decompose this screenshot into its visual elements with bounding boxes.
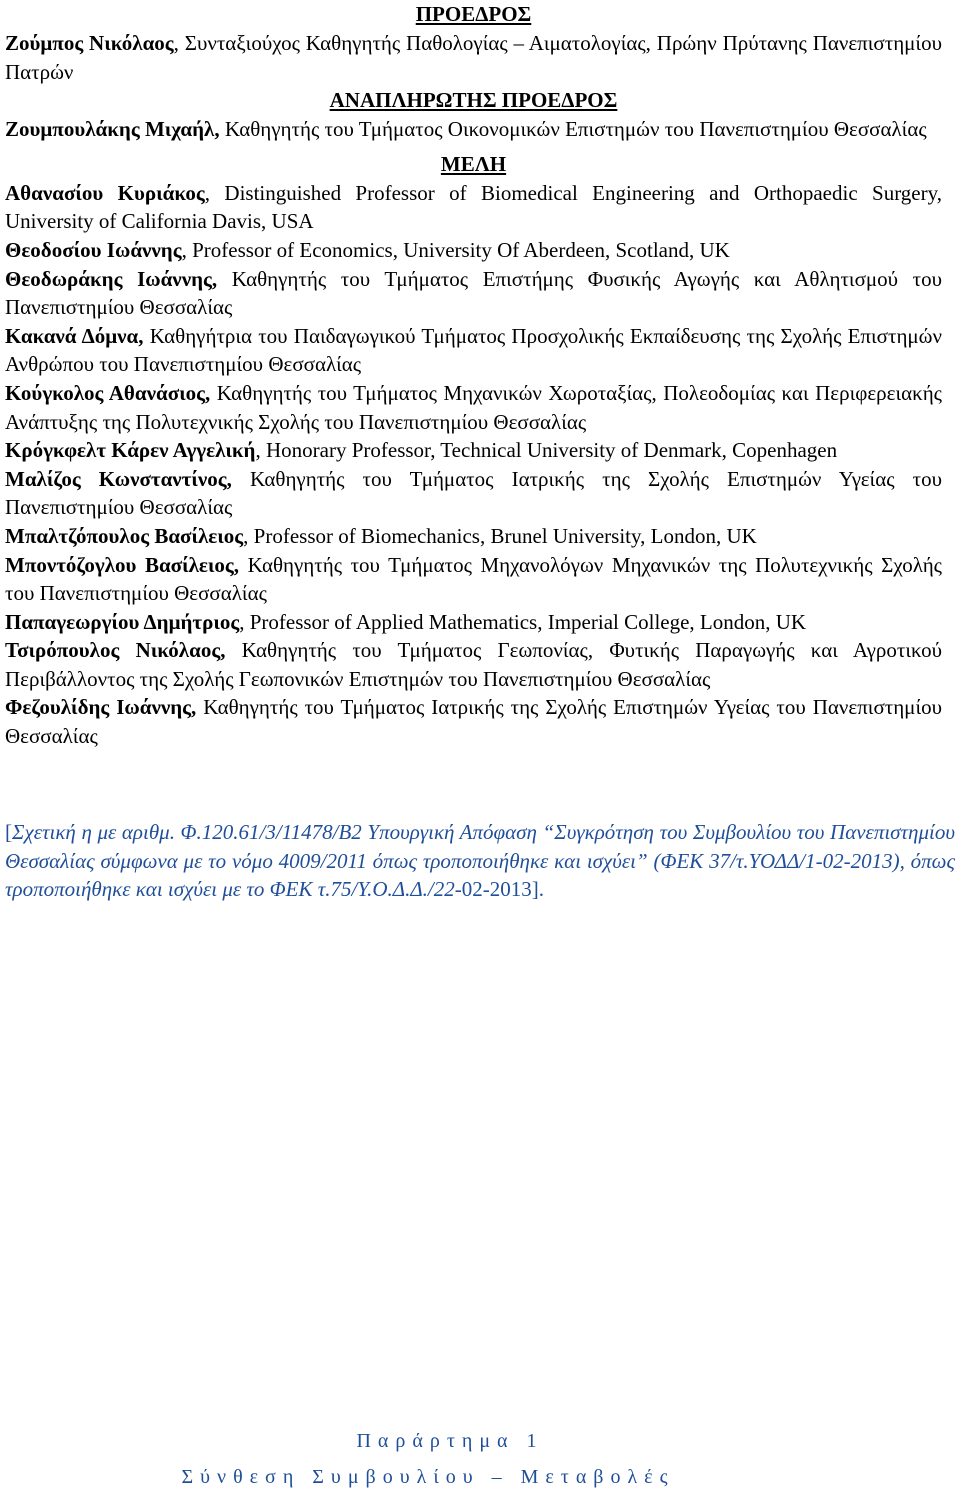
reference-tail-text: 02-2013].: [461, 877, 545, 901]
member-entry: [5, 551, 942, 608]
member-description: Καθηγητής του Τμήματος Ιατρικής της Σχολής Επιστημών Υγείας του Πανεπιστημίου Θεσσαλίας: [5, 695, 942, 749]
member-entry: [5, 608, 942, 637]
member-entry: [5, 636, 942, 693]
member-name: Θεοδωράκης Ιωάννης,: [5, 266, 218, 291]
footer-appendix-label: Παράρτημα 1: [356, 1430, 544, 1452]
president-name: Ζούμπος Νικόλαος: [5, 31, 174, 55]
member-entry: [5, 379, 942, 436]
president-description: , Συνταξιούχος Καθηγητής Παθολογίας – Αιματολογίας, Πρώην Πρύτανης Πανεπιστημίου Πατρών: [5, 31, 942, 84]
member-description: Καθηγητής του Τμήματος Επιστήμης Φυσικής Αγωγής και Αθλητισμού του Πανεπιστημίου Θεσσαλίας: [5, 266, 942, 320]
footer-section-title: Σύνθεση Συμβουλίου – Μεταβολές: [181, 1466, 675, 1488]
member-description: Καθηγητής του Τμήματος Γεωπονίας, Φυτικής Παραγωγής και Αγροτικού Περιβάλλοντος της Σχολής Γεωπονικών Επιστημών του Πανεπιστημίου Θεσσαλίας: [5, 638, 942, 691]
reference-note: [5, 818, 955, 904]
member-name: Κρόγκφελτ Κάρεν Αγγελική: [5, 438, 256, 463]
member-description: Καθηγητής του Τμήματος Μηχανικών Χωροταξίας, Πολεοδομίας και Περιφερειακής Ανάπτυξης της Πολυτεχνικής Σχολής του Πανεπιστημίου Θεσσαλίας: [5, 380, 942, 434]
reference-open-bracket: [: [5, 820, 12, 844]
members-list: [5, 179, 942, 751]
member-description: Καθηγήτρια του Παιδαγωγικού Τμήματος Προσχολικής Εκπαίδευσης της Σχολής Επιστημών Ανθρώπου του Πανεπιστημίου Θεσσαλίας: [5, 323, 943, 377]
members-heading: ΜΕΛΗ: [440, 151, 507, 176]
president-entry: [5, 29, 942, 86]
member-description: , Professor of Economics, University Of Aberdeen, Scotland, UK: [181, 237, 730, 262]
member-name: Κούγκολος Αθανάσιος,: [5, 380, 211, 405]
member-entry: [5, 322, 942, 379]
member-name: Μπαλτζόπουλος Βασίλειος: [5, 523, 244, 548]
member-entry: [5, 265, 942, 322]
member-description: , Professor of Biomechanics, Brunel University, London, UK: [243, 523, 757, 548]
vice-president-heading: ΑΝΑΠΛΗΡΩΤΗΣ ΠΡΟΕΔΡΟΣ: [329, 88, 618, 113]
member-name: Μαλίζος Κωνσταντίνος,: [5, 466, 232, 491]
vice-president-name: Ζουμπουλάκης Μιχαήλ,: [5, 117, 220, 142]
member-name: Φεζουλίδης Ιωάννης,: [5, 695, 197, 720]
member-description: , Distinguished Professor of Biomedical Engineering and Orthopaedic Surgery, University of California Davis, USA: [5, 180, 943, 234]
member-entry: [5, 465, 942, 522]
member-name: Τσιρόπουλος Νικόλαος,: [5, 638, 226, 663]
member-description: , Honorary Professor, Technical University of Denmark, Copenhagen: [255, 438, 838, 463]
member-name: Κακανά Δόμνα,: [5, 323, 144, 348]
member-entry: [5, 693, 942, 750]
member-entry: [5, 436, 942, 465]
document-body: [5, 0, 942, 751]
vice-president-entry: [5, 115, 942, 144]
member-description: Καθηγητής του Τμήματος Ιατρικής της Σχολής Επιστημών Υγείας του Πανεπιστημίου Θεσσαλίας: [5, 466, 942, 520]
president-heading: ΠΡΟΕΔΡΟΣ: [415, 2, 532, 26]
member-name: Παπαγεωργίου Δημήτριος: [5, 609, 240, 634]
member-entry: [5, 179, 942, 236]
member-entry: [5, 236, 942, 265]
member-name: Αθανασίου Κυριάκος: [5, 180, 205, 205]
member-name: Θεοδοσίου Ιωάννης: [5, 237, 182, 262]
member-description: , Professor of Applied Mathematics, Imperial College, London, UK: [239, 609, 807, 634]
member-entry: [5, 522, 942, 551]
reference-italic-text: Σχετική η με αριθμ. Φ.120.61/3/11478/Β2 Υπουργική Απόφαση “Συγκρότηση του Συμβουλίου του Πανεπιστημίου Θεσσαλίας σύμφωνα με το νόμο 4009/2011 όπως τροποποιήθηκε και ισχύει” (ΦΕΚ 37/τ.ΥΟΔΔ/1-02-2013), όπως τροποποιήθηκε και ισχύει με το ΦΕΚ τ.75/Υ.Ο.Δ.Δ./22-: [5, 820, 955, 901]
vice-president-description: Καθηγητής του Τμήματος Οικονομικών Επιστημών του Πανεπιστημίου Θεσσαλίας: [219, 117, 927, 142]
member-name: Μποντόζογλου Βασίλειος,: [5, 552, 240, 577]
member-description: Καθηγητής του Τμήματος Μηχανολόγων Μηχανικών της Πολυτεχνικής Σχολής του Πανεπιστημίου Θεσσαλίας: [5, 552, 942, 606]
